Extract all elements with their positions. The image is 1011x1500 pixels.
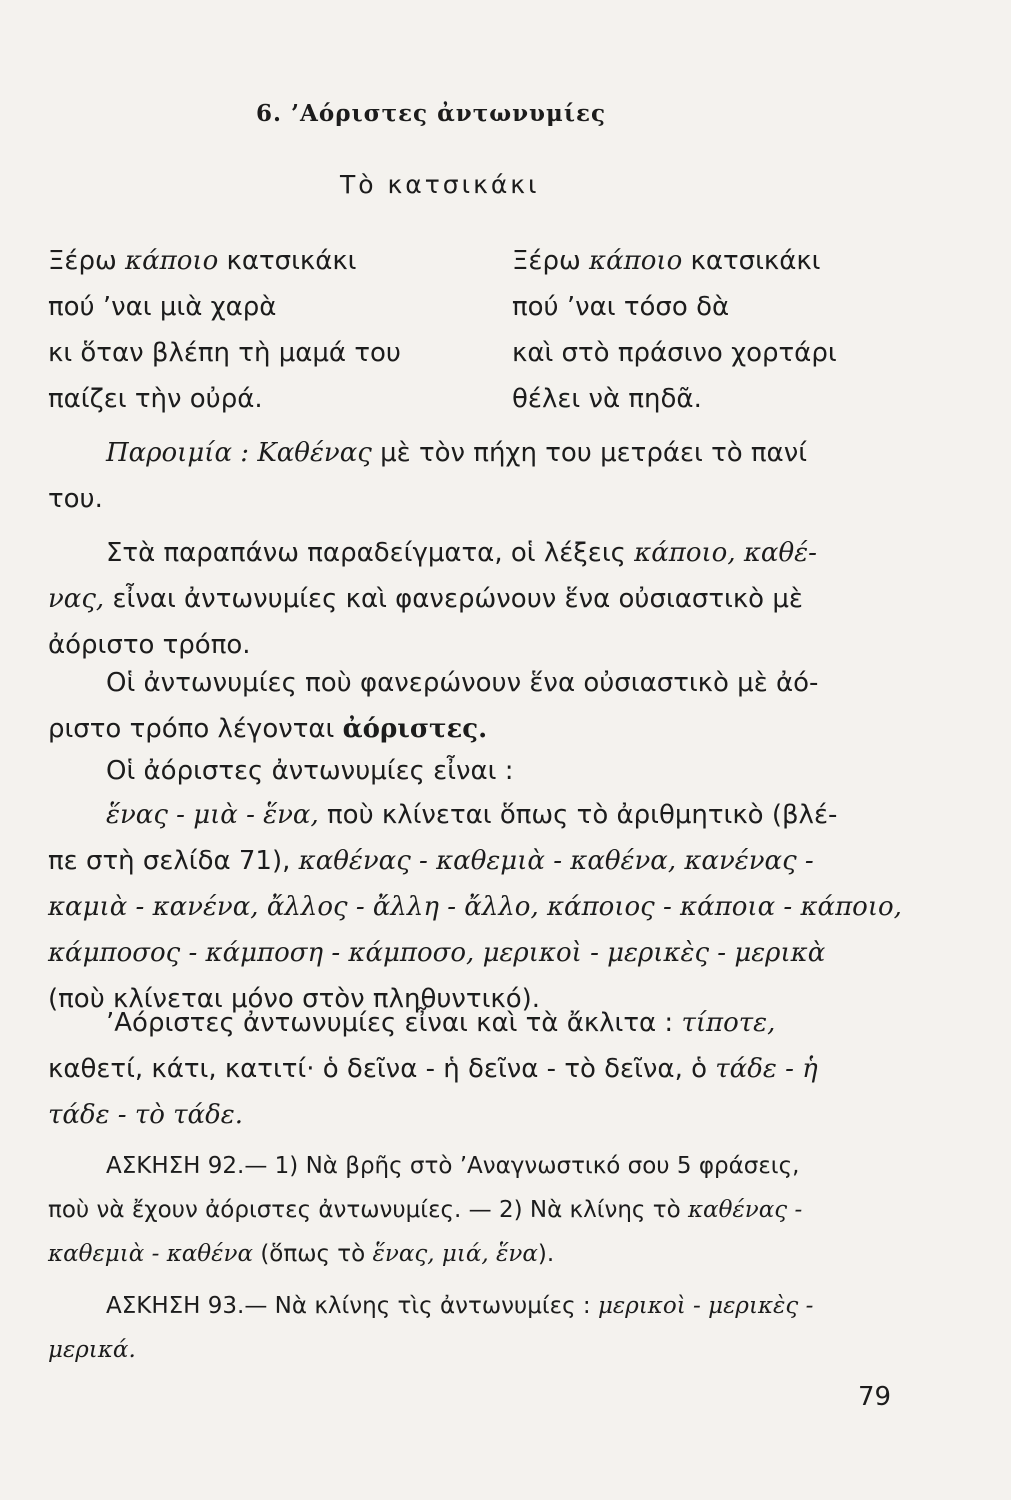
poem-line: παίζει τὴν οὐρά. [48,384,263,414]
italic-text: κάποιο, καθέ- [634,538,817,568]
italic-text: νας, [48,584,105,614]
poem-line: πού ’ναι μιὰ χαρὰ [48,292,277,322]
proverb-line [48,430,878,476]
poem-word-italic: κάποιο [125,246,219,276]
poem-line [512,238,837,284]
paragraph-line [48,884,902,930]
paragraph-line [48,930,878,976]
text: ). [537,1241,555,1267]
paragraph-line [48,1000,878,1046]
text: εἶναι ἀντωνυμίες καὶ φανερώνουν ἕνα οὐσιαστικὸ μὲ [112,584,803,614]
paragraph-4 [48,792,902,1022]
exercise-line [48,1284,878,1328]
poem-line: κι ὅταν βλέπη τὴ μαμά του [48,338,401,368]
text: καθετί, κάτι, κατιτί· ὁ δεῖνα - ἡ δεῖνα - τὸ δεῖνα, ὁ [48,1054,708,1084]
text: Στὰ παραπάνω παραδείγματα, οἱ λέξεις [106,538,626,568]
text: ποὺ κλίνεται ὅπως τὸ ἀριθμητικὸ (βλέ- [327,800,838,830]
poem-word: κατσικάκι [226,246,357,276]
exercise-line: ΑΣΚΗΣΗ 92.— 1) Νὰ βρῆς στὸ ’Αναγνωστικό σου 5 φράσεις, [106,1153,800,1179]
italic-text: καμιὰ - κανένα, ἄλλος - ἄλλη - ἄλλο, κάποιος - κάποια - κάποιο, [48,892,902,922]
italic-text: κάμποσος - κάμποση - κάμποσο, μερικοὶ - μερικὲς - μερικὰ [48,938,826,968]
proverb-text: του. [48,484,103,514]
exercise-line [48,1188,878,1232]
poem-line: θέλει νὰ πηδᾶ. [512,384,702,414]
italic-text: μερικά. [48,1337,136,1363]
poem-left-column [48,238,401,422]
paragraph-line: (ποὺ κλίνεται μόνο στὸν πληθυντικό). [48,984,541,1014]
exercise-92 [48,1144,878,1276]
poem-line: πού ’ναι τόσο δὰ [512,292,730,322]
text: ριστο τρόπο λέγονται [48,714,335,744]
paragraph-line [48,1092,878,1138]
paragraph-line [48,530,878,576]
poem-word: κατσικάκι [690,246,821,276]
poem-line: καὶ στὸ πράσινο χορτάρι [512,338,837,368]
paragraph-line [48,838,878,884]
paragraph-line [48,706,878,752]
paragraph-line [48,792,878,838]
proverb-italic: Καθένας [257,438,372,468]
poem-word: Ξέρω [512,246,581,276]
text: ποὺ νὰ ἔχουν ἀόριστες ἀντωνυμίες. — 2) Νὰ κλίνης τὸ [48,1197,681,1223]
poem-line [48,238,401,284]
poem-right-column [512,238,837,422]
italic-text: ἕνας - μιὰ - ἕνα, [106,800,319,830]
italic-text: τάδε - τὸ τάδε. [48,1100,243,1130]
paragraph-1 [48,530,878,668]
poem-word-italic: κάποιο [589,246,683,276]
exercise-93 [48,1284,878,1372]
text: ΑΣΚΗΣΗ 93.— Νὰ κλίνης τὶς ἀντωνυμίες : [106,1293,591,1319]
paragraph-line: Οἱ ἀόριστες ἀντωνυμίες εἶναι : [106,756,514,786]
italic-text: ἕνας, μιά, ἕνα [372,1241,538,1267]
text: (ὅπως τὸ [260,1241,366,1267]
paragraph-line [48,576,878,622]
poem-title: Τὸ κατσικάκι [340,170,540,199]
poem-word: Ξέρω [48,246,117,276]
text: ’Αόριστες ἀντωνυμίες εἶναι καὶ τὰ ἄκλιτα : [106,1008,674,1038]
italic-text: καθεμιὰ - καθένα [48,1241,254,1267]
paragraph-line [48,1046,878,1092]
proverb [48,430,878,522]
paragraph-line: ἀόριστο τρόπο. [48,630,251,660]
italic-text: τάδε - ἡ [715,1054,818,1084]
italic-text: τίποτε, [681,1008,776,1038]
page-number: 79 [858,1382,892,1412]
text: πε στὴ σελίδα 71), [48,846,291,876]
paragraph-5 [48,1000,878,1138]
paragraph-line: Οἱ ἀντωνυμίες ποὺ φανερώνουν ἕνα οὐσιαστικὸ μὲ ἀό- [106,668,819,698]
paragraph-2 [48,660,878,752]
italic-text: μερικοὶ - μερικὲς - [597,1293,814,1319]
section-heading: 6. ’Αόριστες ἀντωνυμίες [256,100,606,127]
proverb-text: μὲ τὸν πήχη του μετράει τὸ πανί [380,438,808,468]
italic-text: καθένας - καθεμιὰ - καθένα, κανένας - [298,846,814,876]
exercise-line [48,1328,878,1372]
paragraph-3 [48,748,878,794]
exercise-line [48,1232,878,1276]
bold-term: ἀόριστες. [342,714,488,744]
proverb-label: Παροιμία : [106,438,250,468]
italic-text: καθένας - [687,1197,803,1223]
